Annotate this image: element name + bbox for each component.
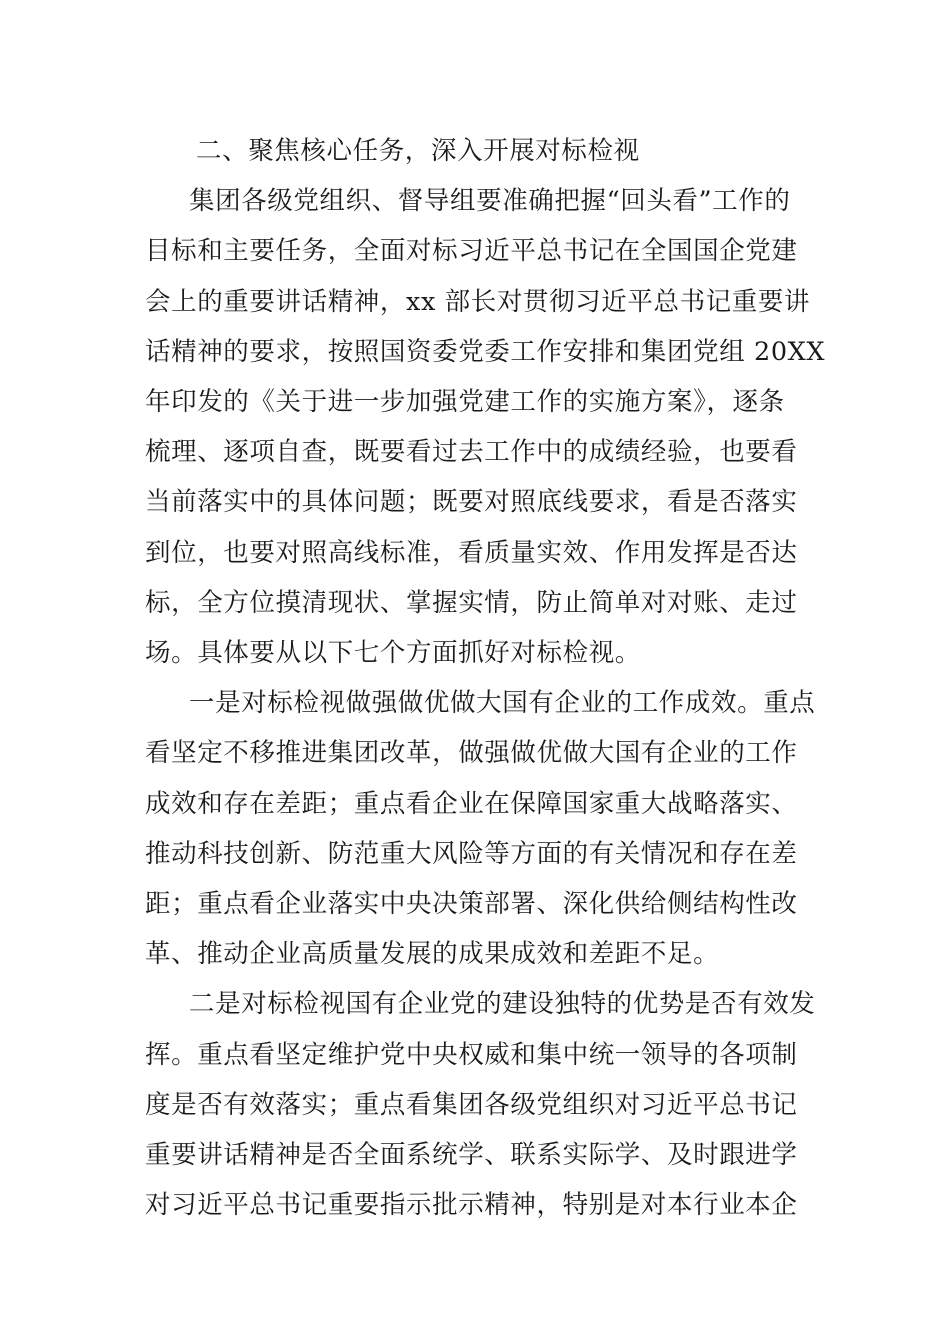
text-line: 目标和主要任务，全面对标习近平总书记在全国国企党建 [145,236,798,267]
text-line: 推动科技创新、防范重大风险等方面的有关情况和存在差 [145,838,798,869]
text-line: 一是对标检视做强做优做大国有企业的工作成效。重点 [189,688,816,719]
section-heading-text: 二、聚焦核心任务，深入开展对标检视 [196,136,640,166]
text-line: 会上的重要讲话精神，xx 部长对贯彻习近平总书记重要讲 [145,286,811,317]
text-line: 挥。重点看坚定维护党中央权威和集中统一领导的各项制 [145,1039,798,1070]
text-line: 场。具体要从以下七个方面抓好对标检视。 [145,638,641,669]
text-line: 对习近平总书记重要指示批示精神，特别是对本行业本企 [145,1190,798,1221]
text-line: 年印发的《关于进一步加强党建工作的实施方案》，逐条 [145,387,785,418]
text-line: 话精神的要求，按照国资委党委工作安排和集团党组 20XX [145,336,826,367]
text-line: 看坚定不移推进集团改革，做强做优做大国有企业的工作 [145,738,798,769]
text-line: 当前落实中的具体问题；既要对照底线要求，看是否落实 [145,487,798,518]
section-heading [145,126,807,176]
text-line: 革、推动企业高质量发展的成果成效和差距不足。 [145,939,720,970]
paragraph-intro [145,176,826,678]
document-page [145,126,826,1230]
text-line: 重要讲话精神是否全面系统学、联系实际学、及时跟进学 [145,1140,798,1171]
text-line: 成效和存在差距；重点看企业在保障国家重大战略落实、 [145,788,798,819]
paragraph-point-one [145,678,816,979]
text-line: 集团各级党组织、督导组要准确把握“回头看”工作的 [189,186,791,217]
text-line: 距；重点看企业落实中央决策部署、深化供给侧结构性改 [145,889,798,920]
text-line: 二是对标检视国有企业党的建设独特的优势是否有效发 [189,989,816,1020]
text-line: 到位，也要对照高线标准，看质量实效、作用发挥是否达 [145,537,798,568]
text-line: 度是否有效落实；重点看集团各级党组织对习近平总书记 [145,1089,798,1120]
text-line: 梳理、逐项自查，既要看过去工作中的成绩经验，也要看 [145,437,798,468]
paragraph-point-two [145,979,816,1230]
text-line: 标，全方位摸清现状、掌握实情，防止简单对对账、走过 [145,587,798,618]
